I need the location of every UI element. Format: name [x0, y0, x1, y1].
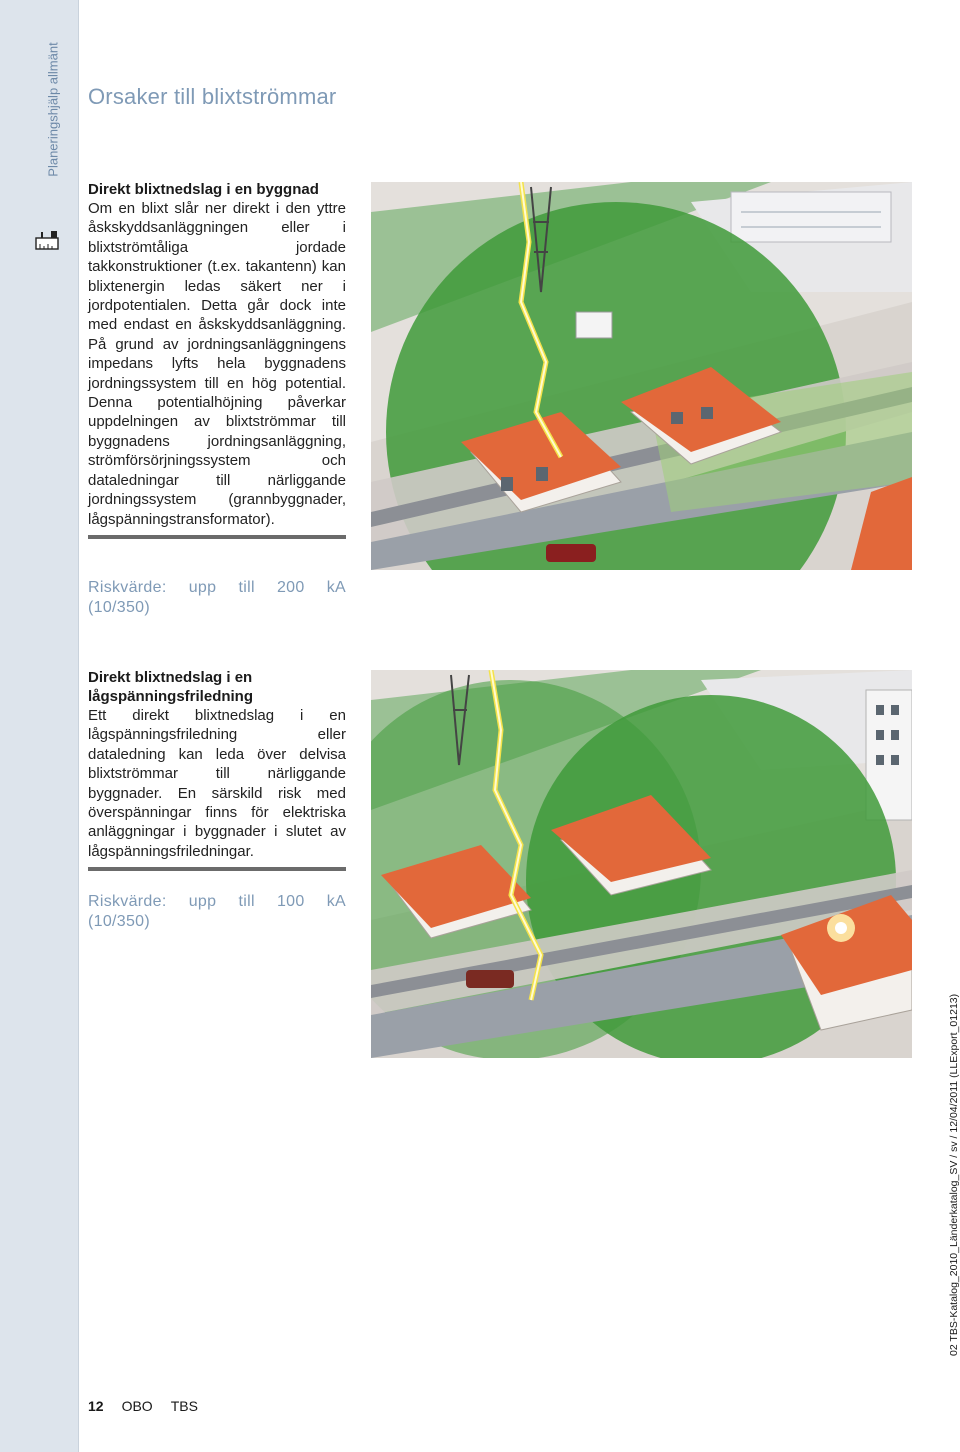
page-number: 12 [88, 1398, 104, 1414]
catalog-reference: 02 TBS-Katalog_2010_Länderkatalog_SV / sv / 12/04/2011 (LLExport_01213) [948, 993, 960, 1356]
page-footer [88, 1398, 198, 1414]
section-heading: Direkt blixtnedslag i en byggnad [88, 181, 319, 198]
section-divider [88, 867, 346, 871]
footer-brand: OBO [121, 1398, 153, 1414]
section-divider [88, 535, 346, 539]
illustration-building-strike [371, 182, 912, 570]
risk-value-unit: (10/350) [88, 599, 150, 616]
sidebar-category [22, 40, 62, 200]
section-heading: Direkt blixtnedslag i en lågspänningsfriledning [88, 669, 254, 705]
section-direct-strike-overhead-line [88, 668, 346, 871]
section-body: Ett direkt blixtnedslag i en lågspänningsfriledning eller dataledning kan leda över delvisa blixtströmmar till närliggande byggnader. En särskild risk med överspänningar finns för elektriska anläggningar i byggnader i slutet av lågspänningsfriledningar. [88, 707, 346, 860]
sidebar-divider [78, 0, 79, 1452]
footer-product: TBS [170, 1398, 198, 1414]
risk-value-building [88, 578, 346, 618]
ruler-measure-icon [34, 230, 60, 252]
sidebar-category-label: Planeringshjälp allmänt [45, 42, 61, 177]
risk-value-line: Riskvärde: upp till 200 kA [88, 579, 346, 596]
risk-value-line: Riskvärde: upp till 100 kA [88, 893, 346, 910]
risk-value-unit: (10/350) [88, 913, 150, 930]
section-body: Om en blixt slår ner direkt i den yttre åskskyddsanläggningen eller i blixtströmtåliga jordade takkonstruktioner (t.ex. takantenn) kan blixtenergin ledas säkert ner i jordpotentialen. Detta går dock inte med endast en åskskyddsanläggning. På grund av jordningsanläggningens impedans lyfts hela byggnadens jordningssystem till en hög potential. Denna potentialhöjning påverkar uppdelningen av blixtströmmar till byggnadens jordningsanläggning, strömförsörjningssystem och dataledningar till närliggande jordningssystem (grannbyggnader, lågspänningstransformator). [88, 200, 346, 528]
illustration-overhead-line-strike [371, 670, 912, 1058]
risk-value-overhead-line [88, 892, 346, 932]
section-direct-strike-building [88, 180, 346, 539]
page-title: Orsaker till blixtströmmar [88, 84, 337, 109]
sidebar-strip [0, 0, 78, 1452]
